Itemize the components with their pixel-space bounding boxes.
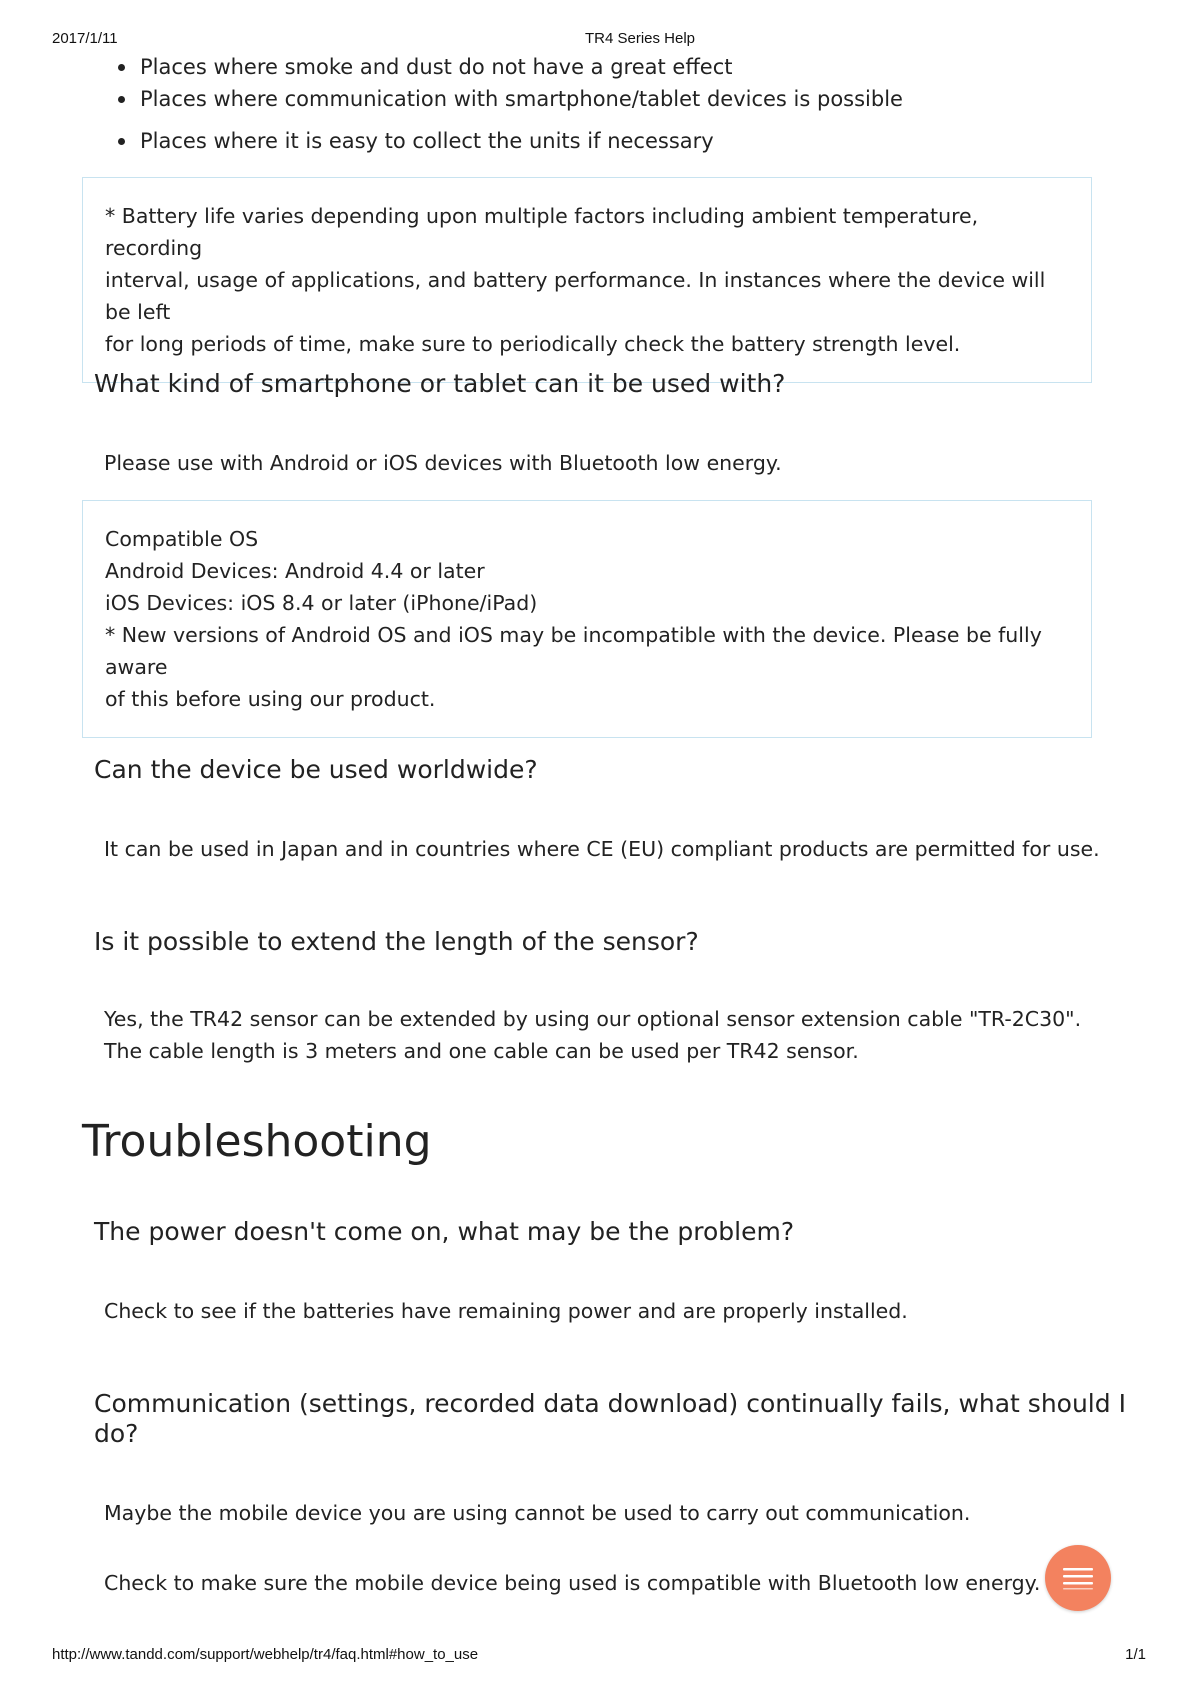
faq-answer-worldwide: It can be used in Japan and in countries where CE (EU) compliant products are permitted for use.	[104, 837, 1100, 861]
placement-list	[112, 54, 903, 154]
answer-line: Yes, the TR42 sensor can be extended by using our optional sensor extension cable "TR-2C30".	[104, 1007, 1082, 1031]
faq-answer-communication-2: Check to make sure the mobile device being used is compatible with Bluetooth low energy.	[104, 1571, 1041, 1595]
compat-warning-cont: of this before using our product.	[105, 687, 436, 711]
note-line: * Battery life varies depending upon multiple factors including ambient temperature, recording	[105, 204, 979, 260]
hamburger-menu-icon	[1063, 1566, 1093, 1590]
section-title-troubleshooting: Troubleshooting	[82, 1116, 432, 1167]
faq-question-smartphone: What kind of smartphone or tablet can it be used with?	[94, 369, 786, 398]
faq-question-sensor: Is it possible to extend the length of the sensor?	[94, 927, 699, 956]
note-line: for long periods of time, make sure to periodically check the battery strength level.	[105, 332, 961, 356]
battery-note-box	[82, 177, 1092, 383]
compat-warning: * New versions of Android OS and iOS may be incompatible with the device. Please be fully aware	[105, 623, 1042, 679]
print-footer-page: 1/1	[1125, 1646, 1146, 1663]
list-item: Places where smoke and dust do not have a great effect	[112, 54, 903, 80]
faq-question-power: The power doesn't come on, what may be the problem?	[94, 1217, 795, 1246]
faq-answer-sensor	[104, 1003, 1081, 1067]
list-item: Places where communication with smartphone/tablet devices is possible	[112, 86, 903, 112]
question-line: Communication (settings, recorded data download) continually fails, what should I	[94, 1389, 1126, 1418]
faq-answer-power: Check to see if the batteries have remaining power and are properly installed.	[104, 1299, 908, 1323]
menu-button[interactable]	[1045, 1545, 1111, 1611]
answer-line: The cable length is 3 meters and one cable can be used per TR42 sensor.	[104, 1039, 859, 1063]
question-line: do?	[94, 1419, 139, 1448]
compat-ios: iOS Devices: iOS 8.4 or later (iPhone/iPad)	[105, 591, 538, 615]
compat-android: Android Devices: Android 4.4 or later	[105, 559, 485, 583]
print-title: TR4 Series Help	[584, 30, 696, 47]
faq-question-communication	[94, 1389, 1126, 1449]
list-item: Places where it is easy to collect the units if necessary	[112, 128, 903, 154]
faq-answer-communication-1: Maybe the mobile device you are using cannot be used to carry out communication.	[104, 1501, 971, 1525]
compat-os-box	[82, 500, 1092, 738]
faq-question-worldwide: Can the device be used worldwide?	[94, 755, 538, 784]
print-date: 2017/1/11	[52, 30, 118, 47]
note-line: interval, usage of applications, and battery performance. In instances where the device will be left	[105, 268, 1046, 324]
print-footer-url: http://www.tandd.com/support/webhelp/tr4/faq.html#how_to_use	[52, 1646, 479, 1663]
faq-answer-smartphone: Please use with Android or iOS devices with Bluetooth low energy.	[104, 451, 782, 475]
compat-heading: Compatible OS	[105, 527, 259, 551]
